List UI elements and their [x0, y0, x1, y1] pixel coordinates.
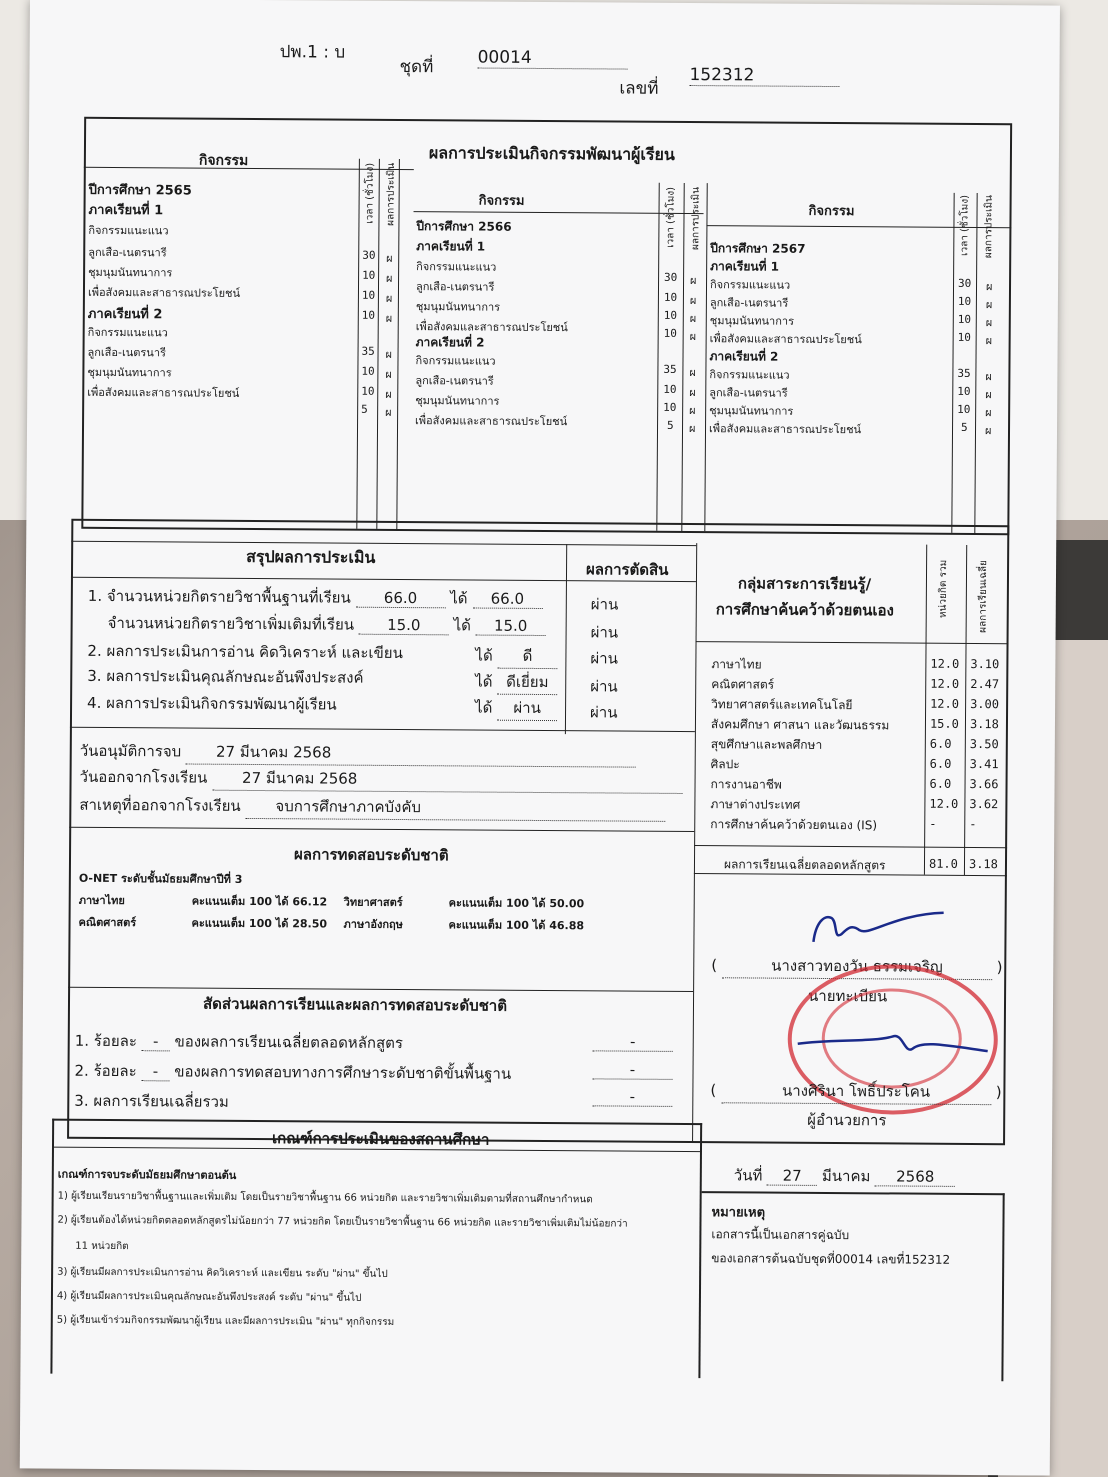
decision-title: ผลการตัดสิน: [585, 560, 669, 579]
ratio-r2-a: 2. ร้อยละ: [74, 1061, 137, 1081]
col2-s2-h3: 10: [663, 400, 677, 414]
subject-credits: 15.0: [929, 716, 959, 731]
summary-row2-got-label: ได้: [475, 646, 493, 665]
subjects-title-line1: กลุ่มสาระการเรียนรู้/: [737, 574, 872, 594]
subject-name: ภาษาต่างประเทศ: [710, 797, 801, 812]
ratio-r3: 3. ผลการเรียนเฉลี่ยรวม: [74, 1091, 229, 1111]
subjects-title-line2: การศึกษาค้นคว้าด้วยตนเอง: [715, 600, 894, 620]
col3-s2-item2: ลูกเสือ-เนตรนารี: [709, 386, 788, 400]
reason-label: สาเหตุที่ออกจากโรงเรียน: [79, 795, 241, 815]
col3-s2-item1: กิจกรรมแนะแนว: [709, 368, 790, 382]
col1-s2-r3: ผ: [385, 387, 392, 401]
ratio-r2-right: -: [592, 1060, 672, 1080]
col1-hours-header: เวลา (ชั่วโมง): [364, 162, 376, 224]
document-number: 152312: [689, 65, 839, 87]
summary-row1-value: 66.0: [355, 589, 445, 609]
col3-result-header: ผลการประเมิน: [983, 195, 995, 259]
summary-row1b-got-label: ได้: [453, 616, 471, 635]
col3-s1-h4: 10: [957, 330, 971, 344]
col2-s2-r2: ผ: [689, 386, 696, 400]
approve-label: วันอนุมัติการจบ: [79, 741, 182, 761]
summary-row1b-got: 15.0: [476, 617, 546, 636]
document-page: [20, 0, 1060, 1476]
col1-s1-item4: เพื่อสังคมและสาธารณประโยชน์: [87, 285, 241, 300]
summary-row1b-result: ผ่าน: [590, 623, 619, 642]
date-day: 27: [767, 1167, 817, 1186]
subject-name: การงานอาชีพ: [710, 777, 782, 792]
col3-s2-h4: 5: [960, 420, 968, 434]
col3-s1-r3: ผ: [985, 316, 993, 330]
col3-s1-h3: 10: [957, 312, 972, 326]
col3-s2-r3: ผ: [985, 406, 992, 420]
col3-s1-item2: ลูกเสือ-เนตรนารี: [709, 296, 789, 310]
col2-sem1: ภาคเรียนที่ 1: [416, 239, 486, 254]
col1-s1-r3: ผ: [385, 291, 393, 305]
director-signature: [793, 1014, 993, 1065]
onet-row2-t1: คะแนนเต็ม 100 ได้ 28.50: [191, 916, 328, 931]
subject-gpa: 3.62: [969, 796, 999, 812]
criteria-section: [50, 1119, 702, 1379]
activities-col3-header: กิจกรรม: [808, 203, 855, 220]
subject-gpa: -: [969, 816, 977, 832]
onet-level: O-NET ระดับชั้นมัธยมศึกษาปีที่ 3: [78, 871, 243, 886]
summary-row3-label: 3. ผลการประเมินคุณลักษณะอันพึงประสงค์: [87, 666, 364, 687]
criteria-item2: 2) ผู้เรียนต้องได้หน่วยกิตตลอดหลักสูตรไม่น้อยกว่า 77 หน่วยกิต โดยเป็นรายวิชาพื้นฐาน 66 หน่วยกิต และรายวิชาเพิ่มเติมไม่น้อยกว่า: [57, 1214, 628, 1230]
date-label: วันที่: [733, 1166, 763, 1185]
activities-title: ผลการประเมินกิจกรรมพัฒนาผู้เรียน: [428, 143, 675, 164]
summary-row3-got-label: ได้: [475, 672, 493, 691]
avg-credits: 81.0: [928, 856, 958, 871]
summary-title: สรุปผลการประเมิน: [246, 546, 376, 567]
subject-name: ศิลปะ: [710, 757, 740, 772]
summary-row4-result: ผ่าน: [589, 703, 618, 722]
col1-s2-item1: กิจกรรมแนะแนว: [87, 325, 168, 340]
approve-date: 27 มีนาคม 2568: [186, 740, 636, 768]
col3-s2-r4: ผ: [984, 424, 992, 438]
onet-row2-s1: คณิตศาสตร์: [78, 915, 137, 930]
summary-row1-got-label: ได้: [450, 589, 468, 608]
onet-row2-t2: คะแนนเต็ม 100 ได้ 46.88: [448, 918, 585, 933]
col1-s2-h1: 35: [361, 344, 375, 358]
summary-row1b-value: 15.0: [359, 616, 449, 636]
col3-s2-h3: 10: [957, 402, 971, 416]
registrar-title: นายทะเบียน: [808, 986, 888, 1006]
col1-s1-item3: ชุมนุมนันทนาการ: [88, 265, 173, 280]
col3-s1-item3: ชุมนุมนันทนาการ: [709, 314, 795, 328]
onet-row1-t1: คะแนนเต็ม 100 ได้ 66.12: [191, 894, 328, 909]
registrar-paren-open: (: [711, 956, 718, 975]
col1-s2-r4: ผ: [385, 405, 392, 419]
col1-s1-h3: 10: [361, 288, 376, 302]
gpa-header: ผลการเรียนเฉลี่ย: [977, 560, 990, 633]
subject-gpa: 2.47: [970, 676, 1000, 692]
avg-label: ผลการเรียนเฉลี่ยตลอดหลักสูตร: [723, 857, 886, 873]
subject-credits: 6.0: [929, 736, 952, 751]
col1-s2-h3: 10: [361, 384, 375, 398]
col2-s2-item1: กิจกรรมแนะแนว: [415, 354, 496, 368]
director-paren-open: (: [710, 1081, 717, 1100]
col1-sem2: ภาคเรียนที่ 2: [87, 306, 163, 323]
col2-s1-item2: ลูกเสือ-เนตรนารี: [415, 280, 495, 294]
summary-row4-got-label: ได้: [475, 698, 493, 717]
col3-s2-h2: 10: [957, 384, 971, 398]
subject-gpa: 3.10: [970, 656, 1000, 672]
subject-gpa: 3.66: [969, 776, 999, 792]
summary-row4-got: ผ่าน: [497, 696, 557, 721]
col2-s2-r4: ผ: [688, 422, 696, 436]
col2-s1-h2: 10: [663, 290, 678, 304]
note-title: หมายเหตุ: [711, 1205, 766, 1221]
col1-s1-h4: 10: [361, 308, 376, 322]
col1-s1-r1: ผ: [386, 251, 393, 265]
summary-row2-label: 2. ผลการประเมินการอ่าน คิดวิเคราะห์ และเขียน: [87, 641, 403, 663]
criteria-item1: 1) ผู้เรียนเรียนรายวิชาพื้นฐานและเพิ่มเติม โดยเป็นรายวิชาพื้นฐาน 66 หน่วยกิต และรายวิชาเพิ่มเติมตามที่สถานศึกษากำหนด: [57, 1190, 593, 1206]
col2-s1-r4: ผ: [689, 330, 697, 344]
summary-row1b-label: จำนวนหน่วยกิตรายวิชาเพิ่มเติมที่เรียน: [107, 613, 355, 634]
col2-s2-r1: ผ: [689, 366, 696, 380]
subject-name: การศึกษาค้นคว้าด้วยตนเอง (IS): [710, 817, 878, 833]
col3-s2-h1: 35: [957, 366, 971, 380]
col3-s1-r2: ผ: [985, 298, 993, 312]
onet-row1-s2: วิทยาศาสตร์: [343, 895, 403, 910]
summary-row2-got: ดี: [497, 644, 557, 669]
criteria-item4: 4) ผู้เรียนมีผลการประเมินคุณลักษณะอันพึงประสงค์ ระดับ "ผ่าน" ขึ้นไป: [56, 1290, 362, 1304]
col1-s2-item4: เพื่อสังคมและสาธารณประโยชน์: [87, 385, 240, 400]
col3-s1-r1: ผ: [985, 280, 993, 294]
col2-s2-item2: ลูกเสือ-เนตรนารี: [415, 374, 494, 388]
col1-s2-r2: ผ: [385, 367, 392, 381]
set-number: 00014: [478, 48, 628, 70]
form-code: ปพ.1 : บ: [279, 42, 346, 63]
summary-row1-got: 66.0: [472, 590, 542, 609]
summary-row1-result: ผ่าน: [590, 595, 619, 614]
summary-row4-label: 4. ผลการประเมินกิจกรรมพัฒนาผู้เรียน: [87, 693, 337, 714]
ratio-title: สัดส่วนผลการเรียนและผลการทดสอบระดับชาติ: [202, 994, 508, 1015]
col1-s2-h4: 5: [361, 402, 368, 416]
ratio-r1-right: -: [593, 1032, 673, 1052]
col1-s1-r4: ผ: [385, 311, 393, 325]
col1-s1-h1: 30: [362, 248, 376, 262]
col2-result-header: ผลการประเมิน: [690, 187, 702, 251]
subject-credits: 12.0: [930, 676, 960, 691]
subject-name: คณิตศาสตร์: [711, 677, 775, 692]
col2-s2-r3: ผ: [689, 404, 696, 418]
col3-s1-h2: 10: [957, 294, 972, 308]
subject-gpa: 3.41: [969, 756, 999, 772]
ratio-r1-val: -: [142, 1032, 170, 1051]
note-line1: เอกสารนี้เป็นเอกสารคู่ฉบับ: [711, 1227, 850, 1243]
col2-s1-item4: เพื่อสังคมและสาธารณประโยชน์: [415, 320, 568, 335]
onet-row1-t2: คะแนนเต็ม 100 ได้ 50.00: [448, 896, 585, 911]
col3-s2-r2: ผ: [985, 388, 992, 402]
col2-s2-item4: เพื่อสังคมและสาธารณประโยชน์: [415, 414, 568, 429]
note-line2: ของเอกสารต้นฉบับชุดที่00014 เลขที่152312: [711, 1251, 951, 1267]
number-label: เลขที่: [619, 78, 659, 99]
col2-s2-h1: 35: [663, 362, 677, 376]
ratio-r1-a: 1. ร้อยละ: [74, 1031, 137, 1051]
onet-title: ผลการทดสอบระดับชาติ: [293, 845, 449, 865]
col2-year: ปีการศึกษา 2566: [416, 219, 512, 234]
col2-s1-item1: กิจกรรมแนะแนว: [416, 260, 497, 274]
col1-sem1: ภาคเรียนที่ 1: [88, 202, 164, 219]
col2-s1-h1: 30: [664, 270, 678, 284]
col3-s1-r4: ผ: [985, 334, 993, 348]
activities-col1-header: กิจกรรม: [198, 152, 249, 169]
col3-s1-h1: 30: [958, 276, 972, 290]
col1-s2-h2: 10: [361, 364, 375, 378]
ratio-r3-right: -: [592, 1087, 672, 1107]
col2-s1-r1: ผ: [690, 274, 697, 288]
leave-date: 27 มีนาคม 2568: [212, 766, 682, 794]
col2-s2-item3: ชุมนุมนันทนาการ: [415, 394, 500, 408]
registrar-name: นางสาวทองวัน ธรรมเจริญ: [722, 953, 992, 980]
col2-sem2: ภาคเรียนที่ 2: [415, 335, 485, 350]
director-name: นางศิรินา โพธิ์ประโคน: [721, 1078, 991, 1105]
leave-reason: จบการศึกษาภาคบังคับ: [245, 794, 665, 822]
col3-s1-item4: เพื่อสังคมและสาธารณประโยชน์: [709, 332, 862, 347]
col2-s2-h4: 5: [667, 418, 674, 432]
subject-name: วิทยาศาสตร์และเทคโนโลยี: [711, 697, 853, 713]
credits-header: หน่วยกิต รวม: [937, 559, 950, 619]
summary-row3-got: ดีเยี่ยม: [497, 670, 557, 695]
summary-row1-label: 1. จำนวนหน่วยกิตรายวิชาพื้นฐานที่เรียน: [87, 586, 351, 607]
col2-s1-r3: ผ: [689, 312, 697, 326]
col1-s1-item1: กิจกรรมแนะแนว: [88, 223, 169, 238]
director-title: ผู้อำนวยการ: [807, 1110, 887, 1130]
criteria-title: เกณฑ์การประเมินของสถานศึกษา: [271, 1129, 490, 1149]
criteria-item5: 5) ผู้เรียนเข้าร่วมกิจกรรมพัฒนาผู้เรียน และมีผลการประเมิน "ผ่าน" ทุกกิจกรรม: [56, 1314, 395, 1328]
col1-year: ปีการศึกษา 2565: [88, 182, 192, 199]
col3-s2-item4: เพื่อสังคมและสาธารณประโยชน์: [708, 422, 862, 437]
subject-gpa: 3.18: [969, 716, 999, 732]
onet-row2-s2: ภาษาอังกฤษ: [343, 917, 404, 932]
col1-s1-r2: ผ: [386, 271, 393, 285]
avg-gpa: 3.18: [968, 856, 998, 872]
subject-name: ภาษาไทย: [711, 657, 762, 672]
col2-s2-h2: 10: [663, 382, 677, 396]
leave-label: วันออกจากโรงเรียน: [79, 767, 208, 787]
subject-credits: 12.0: [930, 696, 960, 711]
subject-credits: 6.0: [929, 776, 952, 791]
subject-name: สุขศึกษาและพลศึกษา: [710, 737, 823, 752]
subject-gpa: 3.00: [970, 696, 1000, 712]
col3-s1-item1: กิจกรรมแนะแนว: [709, 278, 791, 292]
subject-credits: 6.0: [929, 756, 952, 771]
registrar-paren-close: ): [996, 958, 1003, 977]
col2-s1-h4: 10: [663, 326, 677, 340]
col1-s1-h2: 10: [362, 268, 376, 282]
subject-credits: 12.0: [930, 656, 960, 671]
date-year: 2568: [875, 1167, 955, 1187]
col3-s2-r1: ผ: [985, 370, 992, 384]
ratio-r2-b: ของผลการทดสอบทางการศึกษาระดับชาติขั้นพื้นฐาน: [174, 1062, 512, 1083]
summary-row2-result: ผ่าน: [590, 649, 618, 668]
summary-row3-result: ผ่าน: [590, 677, 618, 696]
col1-s2-item2: ลูกเสือ-เนตรนารี: [87, 345, 166, 360]
date-month: มีนาคม: [821, 1166, 871, 1186]
col3-sem2: ภาคเรียนที่ 2: [709, 349, 779, 364]
col1-s2-r1: ผ: [385, 347, 393, 361]
col1-result-header: ผลการประเมิน: [385, 162, 397, 226]
col3-hours-header: เวลา (ชั่วโมง): [959, 194, 971, 256]
subject-gpa: 3.50: [969, 736, 999, 752]
col2-s1-item3: ชุมนุมนันทนาการ: [415, 300, 501, 314]
ratio-r1-b: ของผลการเรียนเฉลี่ยตลอดหลักสูตร: [174, 1032, 404, 1053]
col3-year: ปีการศึกษา 2567: [710, 241, 806, 256]
director-paren-close: ): [995, 1083, 1002, 1102]
subject-name: สังคมศึกษา ศาสนา และวัฒนธรรม: [710, 717, 890, 733]
col1-s1-item2: ลูกเสือ-เนตรนารี: [88, 245, 167, 260]
activities-col2-header: กิจกรรม: [478, 193, 525, 209]
subject-credits: -: [929, 816, 937, 831]
set-label: ชุดที่: [399, 56, 434, 78]
col2-hours-header: เวลา (ชั่วโมง): [665, 186, 677, 248]
criteria-item3: 3) ผู้เรียนมีผลการประเมินการอ่าน คิดวิเคราะห์ และเขียน ระดับ "ผ่าน" ขึ้นไป: [57, 1266, 388, 1280]
col1-s2-item3: ชุมนุมนันทนาการ: [87, 365, 172, 380]
criteria-subtitle: เกณฑ์การจบระดับมัธยมศึกษาตอนต้น: [57, 1167, 237, 1182]
col2-s1-r2: ผ: [689, 294, 697, 308]
subject-credits: 12.0: [929, 796, 959, 811]
col2-s1-h3: 10: [663, 308, 678, 322]
registrar-signature: [803, 904, 953, 955]
col3-sem1: ภาคเรียนที่ 1: [710, 259, 780, 274]
ratio-r2-val: -: [141, 1062, 169, 1081]
col3-s2-item3: ชุมนุมนันทนาการ: [709, 404, 794, 418]
criteria-item2b: 11 หน่วยกิต: [75, 1240, 129, 1253]
onet-row1-s1: ภาษาไทย: [78, 893, 125, 908]
